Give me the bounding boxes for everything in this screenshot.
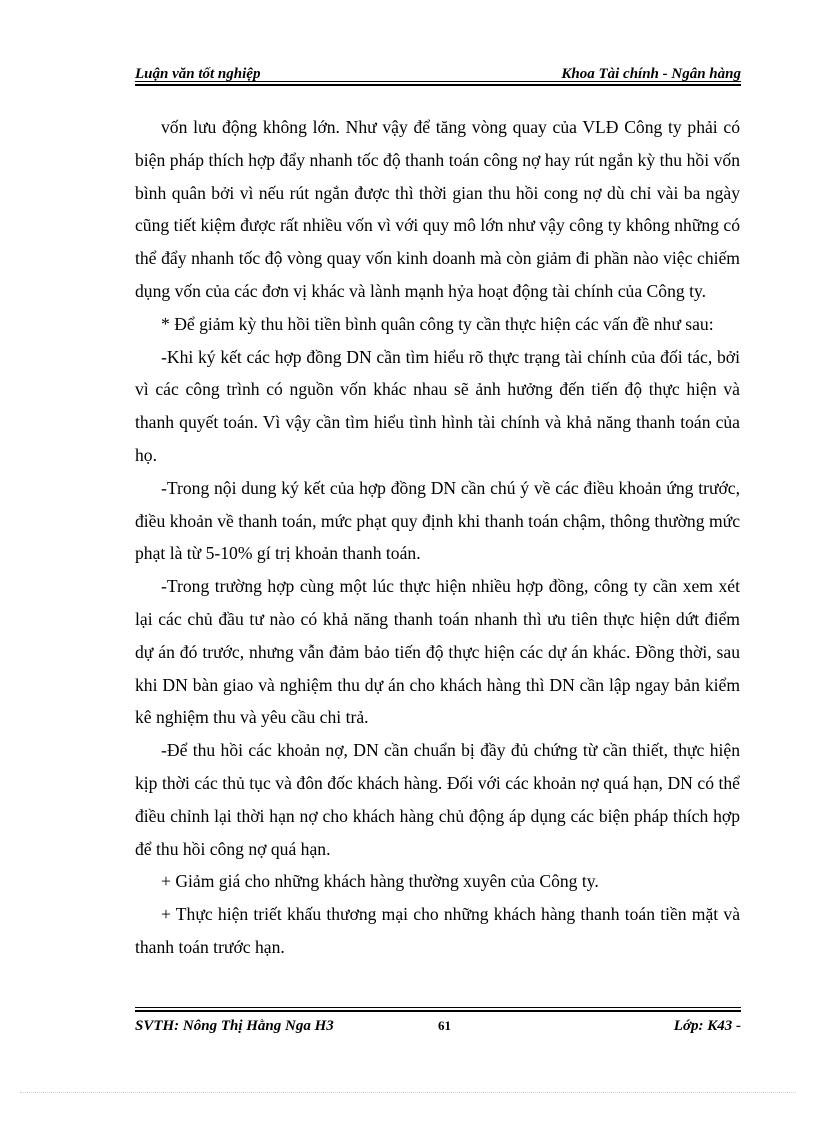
paragraph: -Trong nội dung ký kết của hợp đồng DN cần chú ý về các điều khoản ứng trước, điều khoản về thanh toán, mức phạt quy định khi thanh toán chậm, thông thường mức phạt là từ 5-10% gí trị khoản thanh toán. xyxy=(135,477,740,564)
page-header xyxy=(135,66,741,82)
header-faculty-label: Khoa Tài chính - Ngân hàng xyxy=(561,66,741,82)
footer-class-label: Lớp: K43 - xyxy=(673,1018,741,1034)
page-body xyxy=(135,111,740,964)
page-number: 61 xyxy=(438,1018,451,1033)
header-rule xyxy=(135,81,741,82)
paragraph: -Khi ký kết các hợp đồng DN cần tìm hiểu rõ thực trạng tài chính của đối tác, bởi vì các công trình có nguồn vốn khác nhau sẽ ảnh hưởng đến tiến độ thực hiện và thanh quyết toán. Vì vậy cần tìm hiểu tình hình tài chính và khả năng thanh toán của họ. xyxy=(135,346,740,465)
header-rule-thick xyxy=(135,84,741,86)
paragraph: + Thực hiện triết khấu thương mại cho những khách hàng thanh toán tiền mặt và thanh toán trước hạn. xyxy=(135,904,740,957)
paragraph: -Để thu hồi các khoản nợ, DN cần chuẩn bị đầy đủ chứng từ cần thiết, thực hiện kịp thời các thủ tục và đôn đốc khách hàng. Đối với các khoản nợ quá hạn, DN có thể điều chỉnh lại thời hạn nợ cho khách hàng chủ động áp dụng các biện pháp thích hợp để thu hồi công nợ quá hạn. xyxy=(135,740,740,859)
paragraph: vốn lưu động không lớn. Như vậy để tăng vòng quay của VLĐ Công ty phải có biện pháp thích hợp đẩy nhanh tốc độ thanh toán công nợ hay rút ngắn kỳ thu hồi vốn bình quân bởi vì nếu rút ngắn được thì thời gian thu hồi cong nợ dù chỉ vài ba ngày cũng tiết kiệm được rất nhiều vốn vì với quy mô lớn như vậy công ty không những có thể đẩy nhanh tốc độ vòng quay vốn kinh doanh mà còn giảm đi phần nào việc chiếm dụng vốn của các đơn vị khác và lành mạnh hỷa hoạt động tài chính của Công ty. xyxy=(135,117,740,301)
paragraph: + Giảm giá cho những khách hàng thường xuyên của Công ty. xyxy=(161,871,599,892)
footer-student-name: SVTH: Nông Thị Hằng Nga H3 xyxy=(135,1018,334,1034)
footer-rule xyxy=(135,1007,741,1008)
paragraph: -Trong trường hợp cùng một lúc thực hiện nhiều hợp đồng, công ty cần xem xét lại các chủ đầu tư nào có khả năng thanh toán nhanh thì ưu tiên thực hiện dứt điểm dự án đó trước, nhưng vẫn đảm bảo tiến độ thực hiện các dự án khác. Đồng thời, sau khi DN bàn giao và nghiệm thu dự án cho khách hàng thì DN cần lập ngay bản kiểm kê nghiệm thu và yêu cầu chi trả. xyxy=(135,576,740,728)
page-edge-divider xyxy=(20,1092,796,1093)
paragraph: * Để giảm kỳ thu hồi tiền bình quân công ty cần thực hiện các vấn đề như sau: xyxy=(161,313,714,334)
footer-rule-thick xyxy=(135,1010,741,1012)
header-thesis-label: Luận văn tốt nghiệp xyxy=(135,66,261,82)
